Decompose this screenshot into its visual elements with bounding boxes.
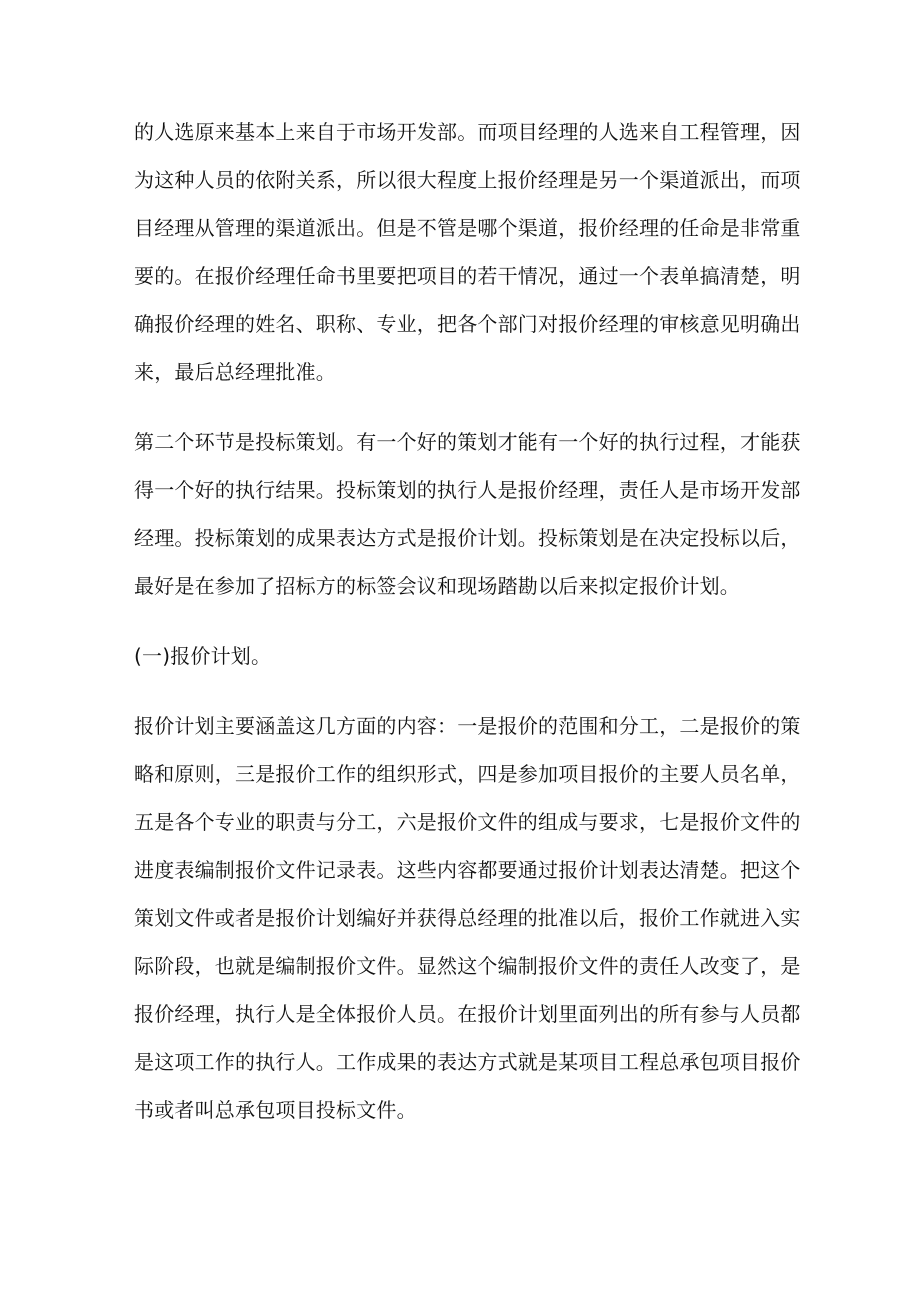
- paragraph-2-line-3: 经理。投标策划的成果表达方式是报价计划。投标策划是在决定投标以后，: [134, 526, 801, 550]
- paragraph-4: [134, 702, 804, 1134]
- paragraph-spacer: [134, 610, 804, 632]
- paragraph-4-line-3: 五是各个专业的职责与分工，六是报价文件的组成与要求，七是报价文件的: [134, 810, 801, 834]
- paragraph-2-line-1: 第二个环节是投标策划。有一个好的策划才能有一个好的执行过程，才能获: [134, 430, 801, 454]
- paragraph-1-line-4: 要的。在报价经理任命书里要把项目的若干情况，通过一个表单搞清楚，明: [134, 264, 801, 288]
- paragraph-1-line-5: 确报价经理的姓名、职称、专业，把各个部门对报价经理的审核意见明确出: [134, 312, 801, 336]
- paragraph-4-line-6: 际阶段，也就是编制报价文件。显然这个编制报价文件的责任人改变了，是: [134, 954, 801, 978]
- paragraph-2-line-2: 得一个好的执行结果。投标策划的执行人是报价经理，责任人是市场开发部: [134, 478, 801, 502]
- paragraph-1-line-2: 为这种人员的依附关系，所以很大程度上报价经理是另一个渠道派出，而项: [134, 168, 801, 192]
- paragraph-4-line-8: 是这项工作的执行人。工作成果的表达方式就是某项目工程总承包项目报价: [134, 1050, 801, 1074]
- paragraph-spacer: [134, 680, 804, 702]
- paragraph-3: [134, 632, 804, 680]
- paragraph-1-line-6: 来，最后总经理批准。: [134, 360, 336, 384]
- paragraph-2: [134, 418, 804, 610]
- document-body: [134, 108, 804, 1134]
- paragraph-4-line-4: 进度表编制报价文件记录表。这些内容都要通过报价计划表达清楚。把这个: [134, 858, 801, 882]
- paragraph-2-line-4: 最好是在参加了招标方的标签会议和现场踏勘以后来拟定报价计划。: [134, 574, 740, 598]
- paragraph-1: [134, 108, 804, 396]
- section-heading: (一)报价计划。: [134, 644, 272, 668]
- paragraph-1-line-3: 目经理从管理的渠道派出。但是不管是哪个渠道，报价经理的任命是非常重: [134, 216, 801, 240]
- paragraph-1-line-1: 的人选原来基本上来自于市场开发部。而项目经理的人选来自工程管理，因: [134, 120, 801, 144]
- paragraph-spacer: [134, 396, 804, 418]
- paragraph-4-line-5: 策划文件或者是报价计划编好并获得总经理的批准以后，报价工作就进入实: [134, 906, 801, 930]
- paragraph-4-line-7: 报价经理，执行人是全体报价人员。在报价计划里面列出的所有参与人员都: [134, 1002, 801, 1026]
- paragraph-4-line-9: 书或者叫总承包项目投标文件。: [134, 1098, 417, 1122]
- paragraph-4-line-1: 报价计划主要涵盖这几方面的内容：一是报价的范围和分工，二是报价的策: [134, 714, 801, 738]
- paragraph-4-line-2: 略和原则，三是报价工作的组织形式，四是参加项目报价的主要人员名单，: [134, 762, 801, 786]
